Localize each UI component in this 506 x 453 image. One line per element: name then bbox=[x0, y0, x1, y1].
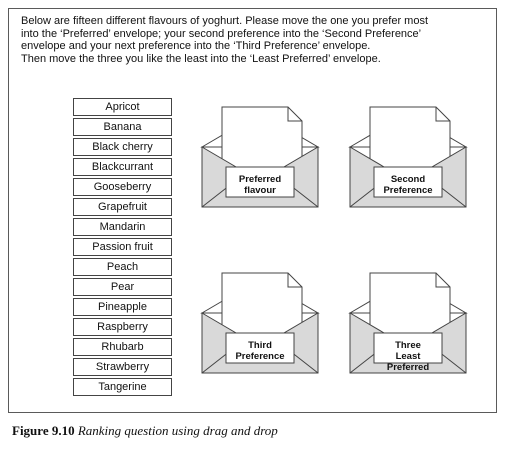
instruction-line: Then move the three you like the least into the ‘Least Preferred’ envelope. bbox=[21, 52, 381, 65]
flavour-item-strawberry[interactable]: Strawberry bbox=[73, 358, 172, 376]
envelope-label-line: flavour bbox=[244, 185, 276, 196]
envelope-label bbox=[376, 340, 440, 373]
envelope-label-line: Second bbox=[390, 174, 426, 185]
flavour-item-gooseberry[interactable]: Gooseberry bbox=[73, 178, 172, 196]
flavour-item-rhubarb[interactable]: Rhubarb bbox=[73, 338, 172, 356]
envelope-third-preference[interactable] bbox=[198, 271, 322, 375]
flavour-item-peach[interactable]: Peach bbox=[73, 258, 172, 276]
envelope-label-line: Least Preferred bbox=[386, 351, 430, 373]
flavour-item-blackcurrant[interactable]: Blackcurrant bbox=[73, 158, 172, 176]
envelope-label-line: Preferred bbox=[238, 174, 282, 185]
flavour-item-grapefruit[interactable]: Grapefruit bbox=[73, 198, 172, 216]
flavour-item-passion-fruit[interactable]: Passion fruit bbox=[73, 238, 172, 256]
envelope-second-preference[interactable] bbox=[346, 105, 470, 209]
figure-number: Figure 9.10 bbox=[12, 423, 75, 438]
survey-frame bbox=[8, 8, 497, 413]
flavour-item-raspberry[interactable]: Raspberry bbox=[73, 318, 172, 336]
envelope-label bbox=[228, 174, 292, 196]
flavour-item-tangerine[interactable]: Tangerine bbox=[73, 378, 172, 396]
flavour-item-pear[interactable]: Pear bbox=[73, 278, 172, 296]
instruction-line: envelope and your next preference into the ‘Third Preference’ envelope. bbox=[21, 40, 371, 52]
flavour-item-apricot[interactable]: Apricot bbox=[73, 98, 172, 116]
flavour-list bbox=[73, 98, 172, 398]
instructions-text bbox=[21, 15, 491, 65]
envelope-label-line: Preference bbox=[383, 185, 433, 196]
instruction-line: into the ‘Preferred’ envelope; your second preference into the ‘Second Preference’ bbox=[21, 27, 422, 40]
envelope-label bbox=[376, 174, 440, 196]
envelope-label-line: Preference bbox=[235, 351, 285, 362]
envelope-label-line: Third bbox=[248, 340, 272, 351]
flavour-item-black-cherry[interactable]: Black cherry bbox=[73, 138, 172, 156]
envelope-label-line: Three bbox=[395, 340, 421, 351]
flavour-item-mandarin[interactable]: Mandarin bbox=[73, 218, 172, 236]
flavour-item-banana[interactable]: Banana bbox=[73, 118, 172, 136]
instruction-line: Below are fifteen different flavours of yoghurt. Please move the one you prefer most bbox=[21, 15, 429, 27]
flavour-item-pineapple[interactable]: Pineapple bbox=[73, 298, 172, 316]
figure-caption-text: Ranking question using drag and drop bbox=[77, 423, 278, 438]
envelope-least-preferred[interactable] bbox=[346, 271, 470, 375]
envelope-label bbox=[228, 340, 292, 362]
figure-caption bbox=[12, 423, 278, 439]
envelope-preferred[interactable] bbox=[198, 105, 322, 209]
